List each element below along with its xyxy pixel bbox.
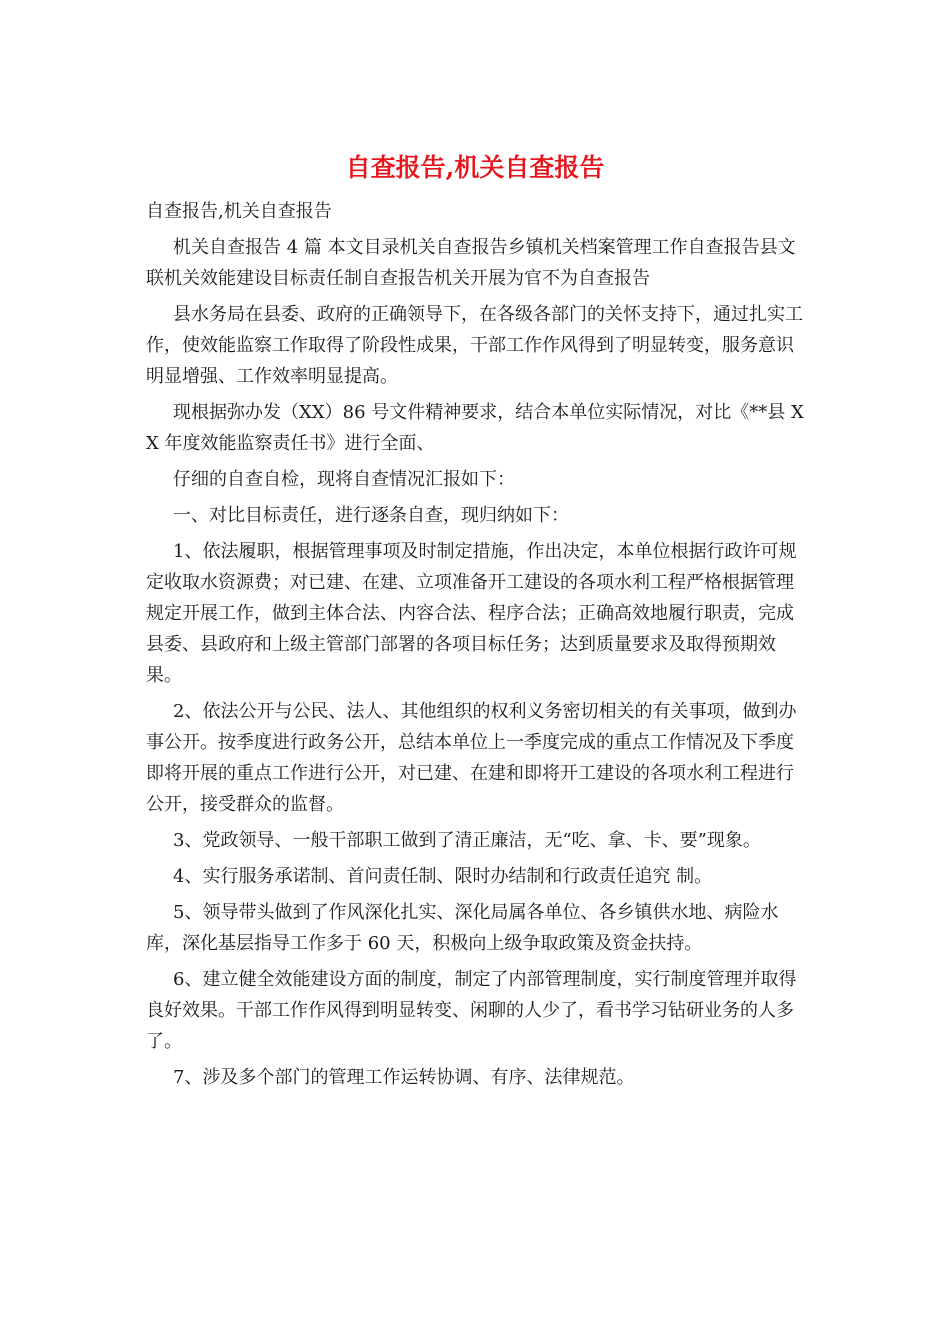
item-paragraph-3: 3、党政领导、一般干部职工做到了清正廉洁，无“吃、拿、卡、要”现象。 xyxy=(173,830,761,851)
item-paragraph-1: 1、依法履职，根据管理事项及时制定措施，作出决定，本单位根据行政许可规定收取水资源费；对已建、在建、立项准备开工建设的各项水利工程严格根据管理规定开展工作，做到主体合法、内容合法、程序合法；正确高效地履行职责，完成县委、县政府和上级主管部门部署的各项目标任务；达到质量要求及取得预期效果。 xyxy=(146,541,797,686)
intro-paragraph: 县水务局在县委、政府的正确领导下，在各级各部门的关怀支持下，通过扎实工作，使效能监察工作取得了阶段性成果，干部工作作风得到了明显转变，服务意识明显增强、工作效率明显提高。 xyxy=(146,304,803,387)
section-heading-1: 一、对比目标责任，进行逐条自查，现归纳如下： xyxy=(173,505,569,526)
basis-paragraph: 现根据弥办发（XX）86 号文件精神要求，结合本单位实际情况，对比《**县 XX 年度效能监察责任书》进行全面、 xyxy=(146,402,804,454)
item-paragraph-4: 4、实行服务承诺制、首问责任制、限时办结制和行政责任追究 制。 xyxy=(173,866,713,887)
report-lead-paragraph: 仔细的自查自检，现将自查情况汇报如下： xyxy=(173,469,515,490)
item-paragraph-5: 5、领导带头做到了作风深化扎实、深化局属各单位、各乡镇供水地、病险水库，深化基层指导工作多于 60 天，积极向上级争取政策及资金扶持。 xyxy=(146,902,779,954)
item-paragraph-2: 2、依法公开与公民、法人、其他组织的权利义务密切相关的有关事项，做到办事公开。按季度进行政务公开，总结本单位上一季度完成的重点工作情况及下季度即将开展的重点工作进行公开，对已建、在建和即将开工建设的各项水利工程进行公开，接受群众的监督。 xyxy=(146,701,797,815)
document-title: 自查报告,机关自查报告 xyxy=(345,153,605,182)
item-paragraph-6: 6、建立健全效能建设方面的制度，制定了内部管理制度，实行制度管理并取得良好效果。干部工作作风得到明显转变、闲聊的人少了，看书学习钻研业务的人多了。 xyxy=(146,969,797,1052)
contents-paragraph: 机关自查报告 4 篇 本文目录机关自查报告乡镇机关档案管理工作自查报告县文联机关效能建设目标责任制自查报告机关开展为官不为自查报告 xyxy=(146,237,796,289)
document-body xyxy=(146,196,810,1098)
subtitle-paragraph: 自查报告,机关自查报告 xyxy=(146,201,332,222)
item-paragraph-7: 7、涉及多个部门的管理工作运转协调、有序、法律规范。 xyxy=(173,1067,635,1088)
